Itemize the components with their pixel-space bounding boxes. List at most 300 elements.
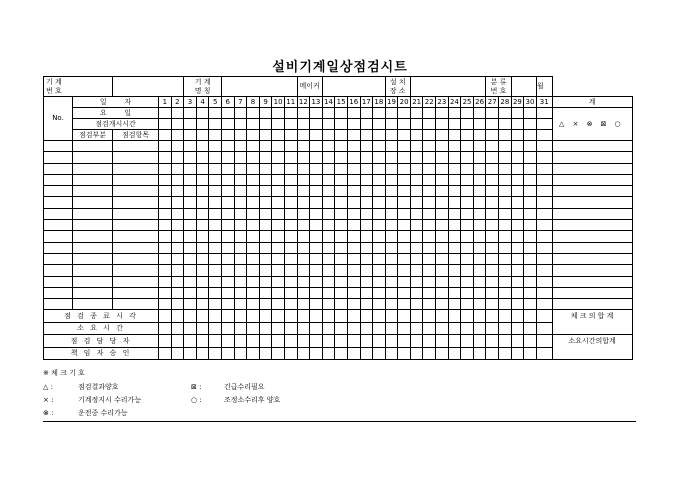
blank-cell <box>461 130 474 141</box>
check-cell <box>284 208 297 219</box>
check-cell <box>234 276 247 287</box>
check-cell <box>347 220 360 231</box>
row-no-cell <box>44 242 73 253</box>
day-number: 9 <box>259 97 272 108</box>
day-number: 22 <box>424 97 434 106</box>
check-cell <box>524 141 537 152</box>
check-cell <box>247 152 260 163</box>
day-number: 13 <box>311 97 321 106</box>
footer-cell <box>171 335 184 348</box>
check-cell <box>297 220 310 231</box>
footer-cell <box>473 335 486 348</box>
check-cell <box>184 152 197 163</box>
check-cell <box>436 299 449 310</box>
blank-cell <box>335 130 348 141</box>
check-cell <box>159 299 172 310</box>
check-cell <box>284 197 297 208</box>
check-cell <box>410 197 423 208</box>
check-cell <box>259 208 272 219</box>
footer-cell <box>347 322 360 335</box>
blank-cell <box>524 130 537 141</box>
check-cell <box>486 253 499 264</box>
check-cell <box>310 163 323 174</box>
day-number: 1 <box>159 97 172 108</box>
day-number: 19 <box>387 97 396 106</box>
check-cell <box>423 253 436 264</box>
check-cell <box>385 141 398 152</box>
check-cell <box>524 208 537 219</box>
start-time-cell <box>461 119 474 130</box>
check-cell <box>385 287 398 298</box>
check-cell <box>511 220 524 231</box>
check-cell <box>473 242 486 253</box>
check-cell <box>423 186 436 197</box>
weekday-cell <box>436 108 449 119</box>
check-cell <box>196 197 209 208</box>
check-cell <box>385 186 398 197</box>
row-no-cell <box>44 220 73 231</box>
check-cell <box>473 186 486 197</box>
check-cell <box>347 287 360 298</box>
part-cell <box>73 287 113 298</box>
check-cell <box>448 152 461 163</box>
footer-cell <box>297 347 310 360</box>
check-cell <box>159 287 172 298</box>
start-time-cell <box>196 119 209 130</box>
check-cell <box>398 141 411 152</box>
part-cell <box>73 186 113 197</box>
legend-symbol: × : <box>43 396 54 404</box>
check-cell <box>511 253 524 264</box>
footer-cell <box>536 322 552 335</box>
check-cell <box>436 141 449 152</box>
check-cell <box>461 265 474 276</box>
check-cell <box>398 276 411 287</box>
check-cell <box>448 265 461 276</box>
check-cell <box>347 242 360 253</box>
check-cell <box>448 299 461 310</box>
check-cell <box>310 141 323 152</box>
part-cell <box>73 152 113 163</box>
weekday-cell <box>423 108 436 119</box>
check-cell <box>511 141 524 152</box>
check-cell <box>247 163 260 174</box>
check-cell <box>184 287 197 298</box>
check-cell <box>297 276 310 287</box>
check-cell <box>247 186 260 197</box>
weekday-label: 요 일 <box>73 108 159 119</box>
footer-cell <box>221 310 234 323</box>
footer-cell <box>486 322 499 335</box>
footer-cell <box>196 335 209 348</box>
footer-cell <box>335 347 348 360</box>
part-cell <box>73 197 113 208</box>
row-no-cell <box>44 141 73 152</box>
footer-cell <box>284 335 297 348</box>
symbol-count-cell <box>552 197 632 208</box>
footer-cell <box>247 347 260 360</box>
check-cell <box>410 287 423 298</box>
check-cell <box>423 299 436 310</box>
check-cell <box>322 186 335 197</box>
day-number: 21 <box>412 97 422 106</box>
start-time-cell <box>536 119 552 130</box>
weekday-cell <box>486 108 499 119</box>
check-cell <box>461 152 474 163</box>
check-cell <box>184 220 197 231</box>
check-cell <box>524 287 537 298</box>
footer-cell <box>398 310 411 323</box>
footer-cell <box>473 347 486 360</box>
item-cell <box>113 220 159 231</box>
footer-cell <box>511 322 524 335</box>
check-cell <box>347 276 360 287</box>
check-cell <box>511 265 524 276</box>
blank-cell <box>511 130 524 141</box>
footer-cell <box>234 310 247 323</box>
check-cell <box>398 208 411 219</box>
check-cell <box>247 265 260 276</box>
check-cell <box>423 141 436 152</box>
row-no-cell <box>44 299 73 310</box>
weekday-cell <box>511 108 524 119</box>
check-cell <box>347 163 360 174</box>
check-cell <box>310 265 323 276</box>
footer-cell <box>486 335 499 348</box>
check-cell <box>499 276 512 287</box>
check-cell <box>322 231 335 242</box>
check-cell <box>385 242 398 253</box>
month-label: 월 <box>536 77 552 97</box>
symbol-count-cell <box>552 141 632 152</box>
check-cell <box>234 163 247 174</box>
row-no-cell <box>44 152 73 163</box>
legend-heading: ※ 체 크 기 호 <box>43 369 85 377</box>
check-cell <box>448 287 461 298</box>
check-cell <box>347 208 360 219</box>
check-cell <box>171 186 184 197</box>
blank-cell <box>171 130 184 141</box>
check-cell <box>272 197 285 208</box>
start-time-cell <box>360 119 373 130</box>
maker-label: 메이커 <box>297 77 322 97</box>
machine-no-value <box>113 77 184 97</box>
footer-cell <box>385 322 398 335</box>
row-no-cell <box>44 231 73 242</box>
check-cell <box>436 186 449 197</box>
check-cell <box>297 242 310 253</box>
start-time-cell <box>159 119 172 130</box>
check-cell <box>373 265 386 276</box>
check-cell <box>335 141 348 152</box>
check-cell <box>398 174 411 185</box>
check-cell <box>536 276 552 287</box>
item-cell <box>113 152 159 163</box>
part-cell <box>73 231 113 242</box>
check-cell <box>159 141 172 152</box>
check-cell <box>184 265 197 276</box>
check-cell <box>272 208 285 219</box>
check-cell <box>461 231 474 242</box>
check-cell <box>234 152 247 163</box>
footer-cell <box>511 347 524 360</box>
item-cell <box>113 299 159 310</box>
footer-cell <box>360 322 373 335</box>
symbol-count-cell <box>552 265 632 276</box>
day-number: 29 <box>512 97 522 106</box>
check-cell <box>347 299 360 310</box>
check-cell <box>284 152 297 163</box>
check-cell <box>524 242 537 253</box>
check-cell <box>247 299 260 310</box>
footer-cell <box>524 322 537 335</box>
footer-cell <box>196 347 209 360</box>
footer-cell <box>373 335 386 348</box>
footer-cell <box>436 322 449 335</box>
check-cell <box>360 231 373 242</box>
check-cell <box>234 208 247 219</box>
check-cell <box>159 152 172 163</box>
check-cell <box>196 152 209 163</box>
check-cell <box>347 186 360 197</box>
check-cell <box>272 220 285 231</box>
check-cell <box>272 231 285 242</box>
weekday-cell <box>196 108 209 119</box>
footer-cell <box>499 322 512 335</box>
day-number: 6 <box>221 97 234 108</box>
check-cell <box>410 186 423 197</box>
weekday-cell <box>373 108 386 119</box>
footer-cell <box>310 310 323 323</box>
symbol-count-cell <box>552 220 632 231</box>
weekday-cell <box>410 108 423 119</box>
check-cell <box>159 220 172 231</box>
check-cell <box>196 265 209 276</box>
symbol-count-cell <box>552 208 632 219</box>
start-time-cell <box>335 119 348 130</box>
check-cell <box>171 253 184 264</box>
check-cell <box>461 174 474 185</box>
check-cell <box>209 276 222 287</box>
check-cell <box>209 197 222 208</box>
inspector-label: 점 검 담 당 자 <box>44 335 159 348</box>
check-cell <box>284 287 297 298</box>
check-cell <box>159 231 172 242</box>
check-cell <box>259 287 272 298</box>
check-cell <box>284 141 297 152</box>
check-cell <box>196 231 209 242</box>
check-cell <box>410 152 423 163</box>
blank-cell <box>310 130 323 141</box>
check-cell <box>284 174 297 185</box>
check-cell <box>473 265 486 276</box>
footer-cell <box>259 347 272 360</box>
footer-cell <box>536 310 552 323</box>
footer-cell <box>159 347 172 360</box>
footer-cell <box>272 347 285 360</box>
check-cell <box>536 299 552 310</box>
check-cell <box>259 265 272 276</box>
check-cell <box>373 186 386 197</box>
blank-cell <box>196 130 209 141</box>
footer-cell <box>335 322 348 335</box>
symbol-count-cell <box>552 231 632 242</box>
footer-cell <box>159 322 172 335</box>
check-cell <box>436 163 449 174</box>
check-cell <box>196 253 209 264</box>
item-cell <box>113 208 159 219</box>
check-cell <box>310 231 323 242</box>
footer-cell <box>335 310 348 323</box>
part-cell <box>73 174 113 185</box>
check-cell <box>284 231 297 242</box>
footer-cell <box>335 335 348 348</box>
check-cell <box>499 299 512 310</box>
check-cell <box>385 220 398 231</box>
start-time-cell <box>511 119 524 130</box>
blank-cell <box>247 130 260 141</box>
check-cell <box>385 163 398 174</box>
legend-row-3 <box>43 408 128 418</box>
check-cell <box>209 163 222 174</box>
duration-total-label: 소요시간의합계 <box>552 335 632 360</box>
check-cell <box>221 287 234 298</box>
check-cell <box>486 174 499 185</box>
footer-cell <box>423 322 436 335</box>
blank-cell <box>221 130 234 141</box>
row-no-cell <box>44 253 73 264</box>
check-cell <box>461 141 474 152</box>
check-cell <box>171 163 184 174</box>
footer-cell <box>410 335 423 348</box>
check-cell <box>398 220 411 231</box>
check-cell <box>234 242 247 253</box>
check-cell <box>410 220 423 231</box>
no-label: No. <box>44 97 73 141</box>
check-cell <box>385 253 398 264</box>
check-cell <box>284 253 297 264</box>
check-cell <box>536 287 552 298</box>
check-cell <box>499 197 512 208</box>
check-cell <box>259 253 272 264</box>
check-cell <box>297 141 310 152</box>
blank-cell <box>234 130 247 141</box>
item-cell <box>113 174 159 185</box>
check-cell <box>473 276 486 287</box>
check-cell <box>196 220 209 231</box>
maker-value <box>322 77 385 97</box>
start-time-cell <box>284 119 297 130</box>
check-cell <box>448 220 461 231</box>
check-cell <box>410 265 423 276</box>
check-cell <box>398 197 411 208</box>
row-no-cell <box>44 197 73 208</box>
legend-symbol: ⊠ : <box>191 383 202 391</box>
category-label: 분 류 번 호 <box>486 77 511 97</box>
machine-no-label: 기 계 번 호 <box>44 77 113 97</box>
blank-cell <box>259 130 272 141</box>
weekday-cell <box>184 108 197 119</box>
check-cell <box>486 208 499 219</box>
blank-cell <box>184 130 197 141</box>
check-cell <box>536 253 552 264</box>
footer-cell <box>209 335 222 348</box>
footer-cell <box>297 335 310 348</box>
footer-cell <box>284 347 297 360</box>
footer-cell <box>247 322 260 335</box>
check-cell <box>221 253 234 264</box>
check-cell <box>247 174 260 185</box>
check-cell <box>536 174 552 185</box>
legend-text: 점검결과양호 <box>78 383 119 391</box>
check-cell <box>347 253 360 264</box>
check-cell <box>322 287 335 298</box>
blank-cell <box>322 130 335 141</box>
check-cell <box>360 242 373 253</box>
check-cell <box>259 242 272 253</box>
day-number: 30 <box>525 97 535 106</box>
check-cell <box>209 208 222 219</box>
check-cell <box>184 141 197 152</box>
check-cell <box>259 186 272 197</box>
start-time-cell <box>499 119 512 130</box>
check-cell <box>184 253 197 264</box>
footer-cell <box>524 347 537 360</box>
check-cell <box>398 299 411 310</box>
check-cell <box>536 163 552 174</box>
check-cell <box>536 197 552 208</box>
check-cell <box>499 242 512 253</box>
legend-row-1 <box>43 382 265 392</box>
check-cell <box>234 186 247 197</box>
part-cell <box>73 220 113 231</box>
weekday-cell <box>272 108 285 119</box>
weekday-cell <box>159 108 172 119</box>
check-cell <box>297 163 310 174</box>
check-cell <box>322 163 335 174</box>
footer-cell <box>159 310 172 323</box>
check-cell <box>196 242 209 253</box>
footer-cell <box>196 322 209 335</box>
check-cell <box>171 265 184 276</box>
check-cell <box>385 174 398 185</box>
legend-symbol: △ : <box>43 383 53 391</box>
day-number: 12 <box>298 97 308 106</box>
check-cell <box>511 242 524 253</box>
footer-cell <box>524 335 537 348</box>
check-cell <box>209 220 222 231</box>
check-cell <box>436 253 449 264</box>
check-cell <box>360 287 373 298</box>
check-cell <box>373 231 386 242</box>
day-number: 27 <box>487 97 497 106</box>
check-cell <box>360 265 373 276</box>
start-time-cell <box>448 119 461 130</box>
check-cell <box>335 152 348 163</box>
check-cell <box>524 299 537 310</box>
check-cell <box>234 253 247 264</box>
location-label: 설 치 장 소 <box>385 77 410 97</box>
bottom-rule <box>43 421 636 422</box>
day-number: 23 <box>437 97 447 106</box>
check-cell <box>159 265 172 276</box>
blank-cell <box>410 130 423 141</box>
start-time-cell <box>524 119 537 130</box>
check-cell <box>209 186 222 197</box>
day-number: 25 <box>462 97 472 106</box>
check-cell <box>461 186 474 197</box>
day-number: 2 <box>171 97 184 108</box>
